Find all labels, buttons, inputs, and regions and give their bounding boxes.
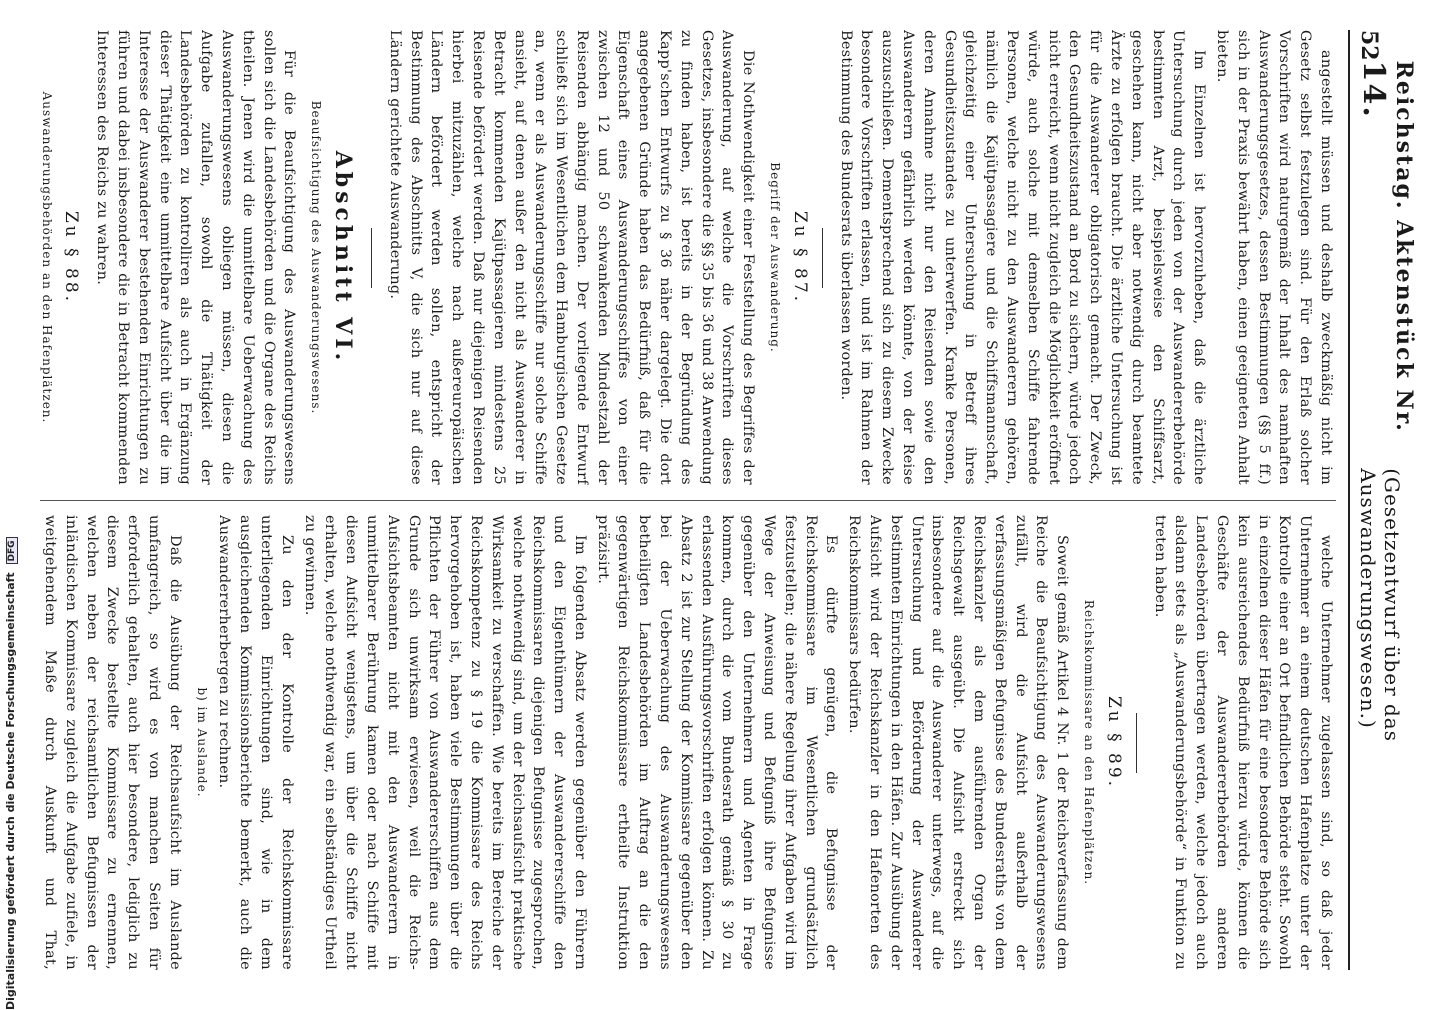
dfg-logo: DFG	[6, 537, 18, 564]
section-subheading: b) im Auslande.	[194, 687, 209, 798]
chapter-heading: Abschnitt VI.	[329, 150, 356, 365]
page-header	[1348, 30, 1417, 970]
paragraph: Daß die Ausübung der Reichsaufsicht im Auslande umfangreich, so wird es von manchen Seiten für erforderlich gehalten, auch hier besondere, lediglich zu diesem Zwecke bestellte Kommissare zu ernennen, welchen neben der reichsamtlichen Befugnissen der inländischen Kommissare zugleich die Aufgabe zufiele, in weitgehendem Maße durch Auskunft und That,	[41, 515, 183, 970]
document-subtitle: (Gesetzentwurf über das Auswanderungswesen.)	[1356, 468, 1404, 742]
paragraph: Soweit gemäß Artikel 4 Nr. 1 der Reichsverfassung dem Reiche die Beaufsichtigung des Auswanderungswesens zufällt, wird die Aufsicht außerhalb der verfassungsmäßigen Befugnisse des Bundesraths von dem Reichskanzler als dem ausführenden Organ der Reichsgewalt ausgeübt. Die Aufsicht erstreckt sich insbesondere auf die Auswanderer unterwegs, auf die Untersuchung und Beförderung der Auswanderer bestimmten Einrichtungen in den Häfen. Zur Ausübung der Aufsicht wird der Reichskanzler in den Hafenorten des Reichskommissars bedürfen.	[846, 515, 1071, 970]
paragraph: Die Nothwendigkeit einer Feststellung des Begriffes der Auswanderung, auf welche die Vorschriften dieses Gesetzes, insbesondere die §§ 35 bis 36 und 38 Anwendung zu finden haben, ist bereits in der Begründung des Kapp'schen Entwurfs zu § 36 näher dargelegt. Die dort angegebenen Gründe haben das Bedürfniß, daß für die Eigenschaft eines Auswanderungsschiffes von einer zwischen 12 und 50 schwankenden Mindestzahl der Reisenden abhängig machen. Der vorliegende Entwurf schließt sich im Wesentlichen dem Hamburgischen Gesetze an, wenn er als Auswanderungsschiffe nur solche Schiffe ansieht, auf denen außer den nicht als Auswanderer in Betracht kommenden Kajütpassagieren mindestens 25 Reisende befördert werden. Daß nur diejenigen Reisenden hierbei mitzuzählen, welche nach außereuropäischen Ländern befördert werden sollen, entspricht der Bestimmung des Abschnitts V, die sich nur auf diese Ländern gerichtete Auswanderung.	[386, 30, 757, 485]
column-divider	[40, 500, 1336, 501]
section-subheading: Auswanderungsbehörden an den Hafenplätzen.	[40, 91, 54, 424]
paragraph: angestellt müssen und deshalb zweckmäßig nicht im Gesetz selbst festzulegen sind. Für den Erlaß solcher Vorschriften wird naturgemäß der Inhalt des namhaften Auswanderungsgesetzes, dessen Bestimmungen (§§ 5 ff.) sich in der Praxis bewährt haben, einen geeigneten Anhalt bieten.	[1214, 30, 1334, 485]
paragraph: welche Unternehmer zugelassen sind, so daß jeder Unternehmer an einem deutschen Hafenplatze unter der Kontrolle einer an Ort befindlichen Behörde steht. Sowohl in einzelnen dieser Häfen für eine besondere Behörde sich kein ausreichendes Bedürfniß hierzu würde, können die Geschäfte der Auswandererbehörden anderen Landesbehörden übertragen werden, welche jedoch auch alsdann stets als „Auswanderungsbehörde“ in Funktion zu treten haben.	[1151, 515, 1334, 970]
section-heading: Zu § 88.	[61, 210, 82, 305]
page-number: 52	[1356, 30, 1382, 61]
section-heading: Zu § 87.	[789, 210, 810, 305]
paragraph: Im folgenden Absatz werden gegenüber den Führern und den Eigenthümern der Auswandererschiffe den Reichskommissaren diejenigen Befugnisse zugesprochen, welche nothwendig sind, um der Reichsaufsicht praktische Wirksamkeit zu verschaffen. Wie bereits im Bereiche der Reichskompetenz zu § 19 die Kommissare des Reichs hervorgehoben ist, haben viele Bestimmungen über die Pflichten der Führer von Auswandererschiffen aus dem Grunde sich unwirksam erwiesen, weil die Reichs-Aufsichtsbeamten nicht mit den Auswanderern in unmittelbarer Berührung kamen oder nach Schiffe mit diesen Aufsicht wenigstens, um über die Schiffe nicht erhalten, welche nothwendig war, ein selbständiges Urtheil zu gewinnen.	[301, 515, 588, 970]
document-title	[1350, 61, 1417, 469]
section-rule	[822, 228, 823, 288]
section-rule	[1136, 713, 1137, 773]
section-subheading: Begriff der Auswanderung.	[768, 162, 783, 353]
paragraph: Für die Beaufsichtigung des Auswanderungswesens sollen sich die Landesbehörden und die Organe des Reichs theilen. Jenen wird die unmittelbare Ueberwachung des Auswanderungswesens obliegen müssen, diesen die Aufgabe zufallen, sowohl die Thätigkeit der Landesbehörden zu kontrolliren als auch in Ergänzung dieser Thätigkeit eine unmittelbare Aufsicht über die im Interesse der Auswanderer bestehenden Einrichtungen zu führen und dabei insbesondere die in Betracht kommenden Interessen des Reichs zu wahren.	[94, 30, 298, 485]
paragraph: Zu den der Kontrolle der Reichskommissare unterliegenden Einrichtungen sind, wie in dem ausgleichenden Kommissionsberichte bemerkt, auch die Auswandererherbergen zu rechnen.	[216, 515, 295, 970]
section-rule	[371, 228, 372, 288]
section-subheading: Reichskommissare an den Hafenplätzen.	[1082, 599, 1097, 886]
credit-text: Digitalisierung gefördert durch die Deutsche Forschungsgemeinschaft	[4, 572, 17, 1010]
paragraph: Im Einzelnen ist hervorzuheben, daß die ärztliche Untersuchung durch jeden von der Auswandererbehörde bestimmten Arzt, beispielsweise den Schiffsarzt, geschehen kann, nicht aber notwendig durch beamtete Ärzte zu erfolgen braucht. Die ärztliche Untersuchung ist für die Auswanderer obligatorisch gemacht. Der Zweck, den Gesundheitszustand an Bord zu sichern, würde jedoch nicht erreicht, wenn nicht zugleich die Möglichkeit eröffnet würde, auch solche mit demselben Schiffe fahrende Personen, welche nicht zu den Auswanderern gehören, nämlich die Kajütpassagiere und die Schiffsmannschaft, gleichzeitig einer Untersuchung in Betreff ihres Gesundheitszustandes zu unterwerfen. Kranke Personen, deren Annahme nicht nur den Reisenden sowie den Auswanderern gefährlich werden könnte, von der Reise auszuschließen. Dementsprechend sich zu diesem Zwecke besondere Vorschriften erlassen, und ist im Rahmen der Bestimmung des Bundesrats überlassen worden.	[837, 30, 1208, 485]
document-page	[30, 10, 1417, 990]
left-column	[40, 30, 1336, 485]
paragraph: Es dürfte genügen, die Befugnisse der Reichskommissare im Wesentlichen grundsätzlich festzustellen; die nähere Regelung ihrer Aufgaben wird im Wege der Anweisung und Befugniß ihre Befugnisse gegenüber den Unternehmern und Agenten in Frage kommen, durch die vom Bundesrath gemäß § 30 zu erlassenden Ausführungsvorschriften erfolgen können. Zu Absatz 2 ist zur Stellung der Kommissare gegenüber den bei der Ueberwachung des Auswanderungswesens betheiligten Landesbehörden im Auftrag an die den gegenwärtigen Reichskommissare ertheilte Instruktion präzisirt.	[594, 515, 840, 970]
digitization-credit	[4, 540, 18, 1010]
right-column	[40, 515, 1336, 970]
chapter-subheading: Beaufsichtigung des Auswanderungswesens.	[309, 100, 324, 415]
section-heading: Zu § 89.	[1103, 695, 1124, 790]
title-number: 14.	[1356, 60, 1391, 119]
title-prefix: Reichstag. Aktenstück Nr.	[1391, 60, 1417, 433]
